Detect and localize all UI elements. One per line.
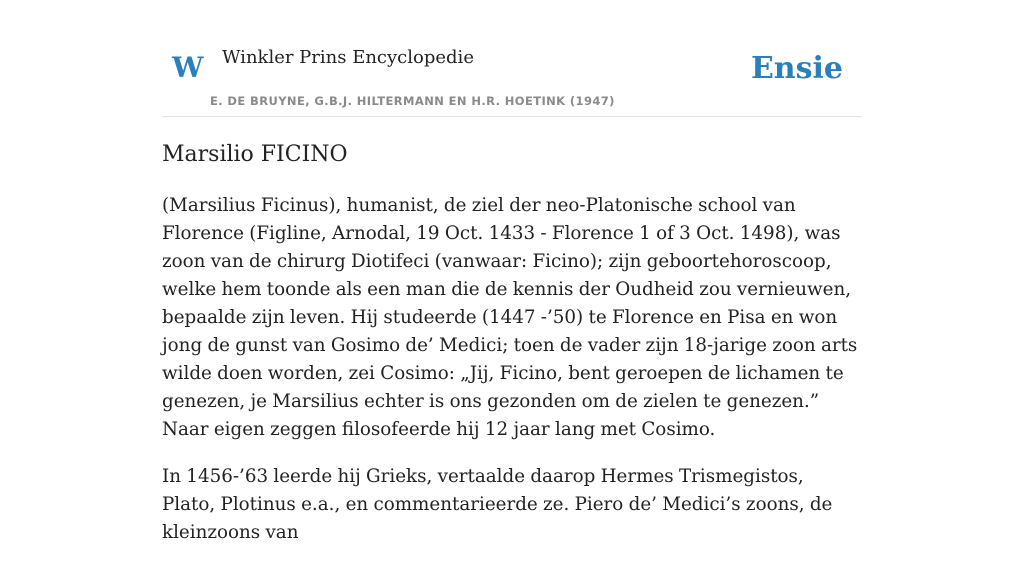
source-authors: E. DE BRUYNE, G.B.J. HILTERMANN EN H.R. HOETINK (1947) xyxy=(210,94,615,108)
source-header xyxy=(162,36,862,117)
article-paragraph: In 1456-’63 leerde hij Grieks, vertaalde daarop Hermes Trismegistos, Plato, Plotinus e.a., en commentarieerde ze. Piero de’ Medici’s zoons, de kleinzoons van xyxy=(162,466,833,543)
source-title[interactable]: Winkler Prins Encyclopedie xyxy=(222,47,474,68)
article-title: Marsilio FICINO xyxy=(162,142,348,167)
ensie-brand-logo[interactable]: Ensie xyxy=(750,51,843,86)
article-body xyxy=(162,192,862,566)
article-paragraph: (Marsilius Ficinus), humanist, de ziel der neo-Platonische school van Florence (Figline, Arnodal, 19 Oct. 1433 - Florence 1 of 3 Oct. 1498), was zoon van de chirurg Diotifeci (vanwaar: Ficino); zijn geboortehoroscoop, welke hem toonde als een man die de kennis der Oudheid zou vernieuwen, bepaalde zijn leven. Hij studeerde (1447 -’50) te Florence en Pisa en won jong de gunst van Gosimo de’ Medici; toen de vader zijn 18-jarige zoon arts wilde doen worden, zei Cosimo: „Jij, Ficino, bent geroepen de lichamen te genezen, je Marsilius echter is ons gezonden om de zielen te genezen.” Naar eigen zeggen filosofeerde hij 12 jaar lang met Cosimo. xyxy=(162,195,858,440)
winkler-prins-logo[interactable]: W xyxy=(172,51,204,84)
